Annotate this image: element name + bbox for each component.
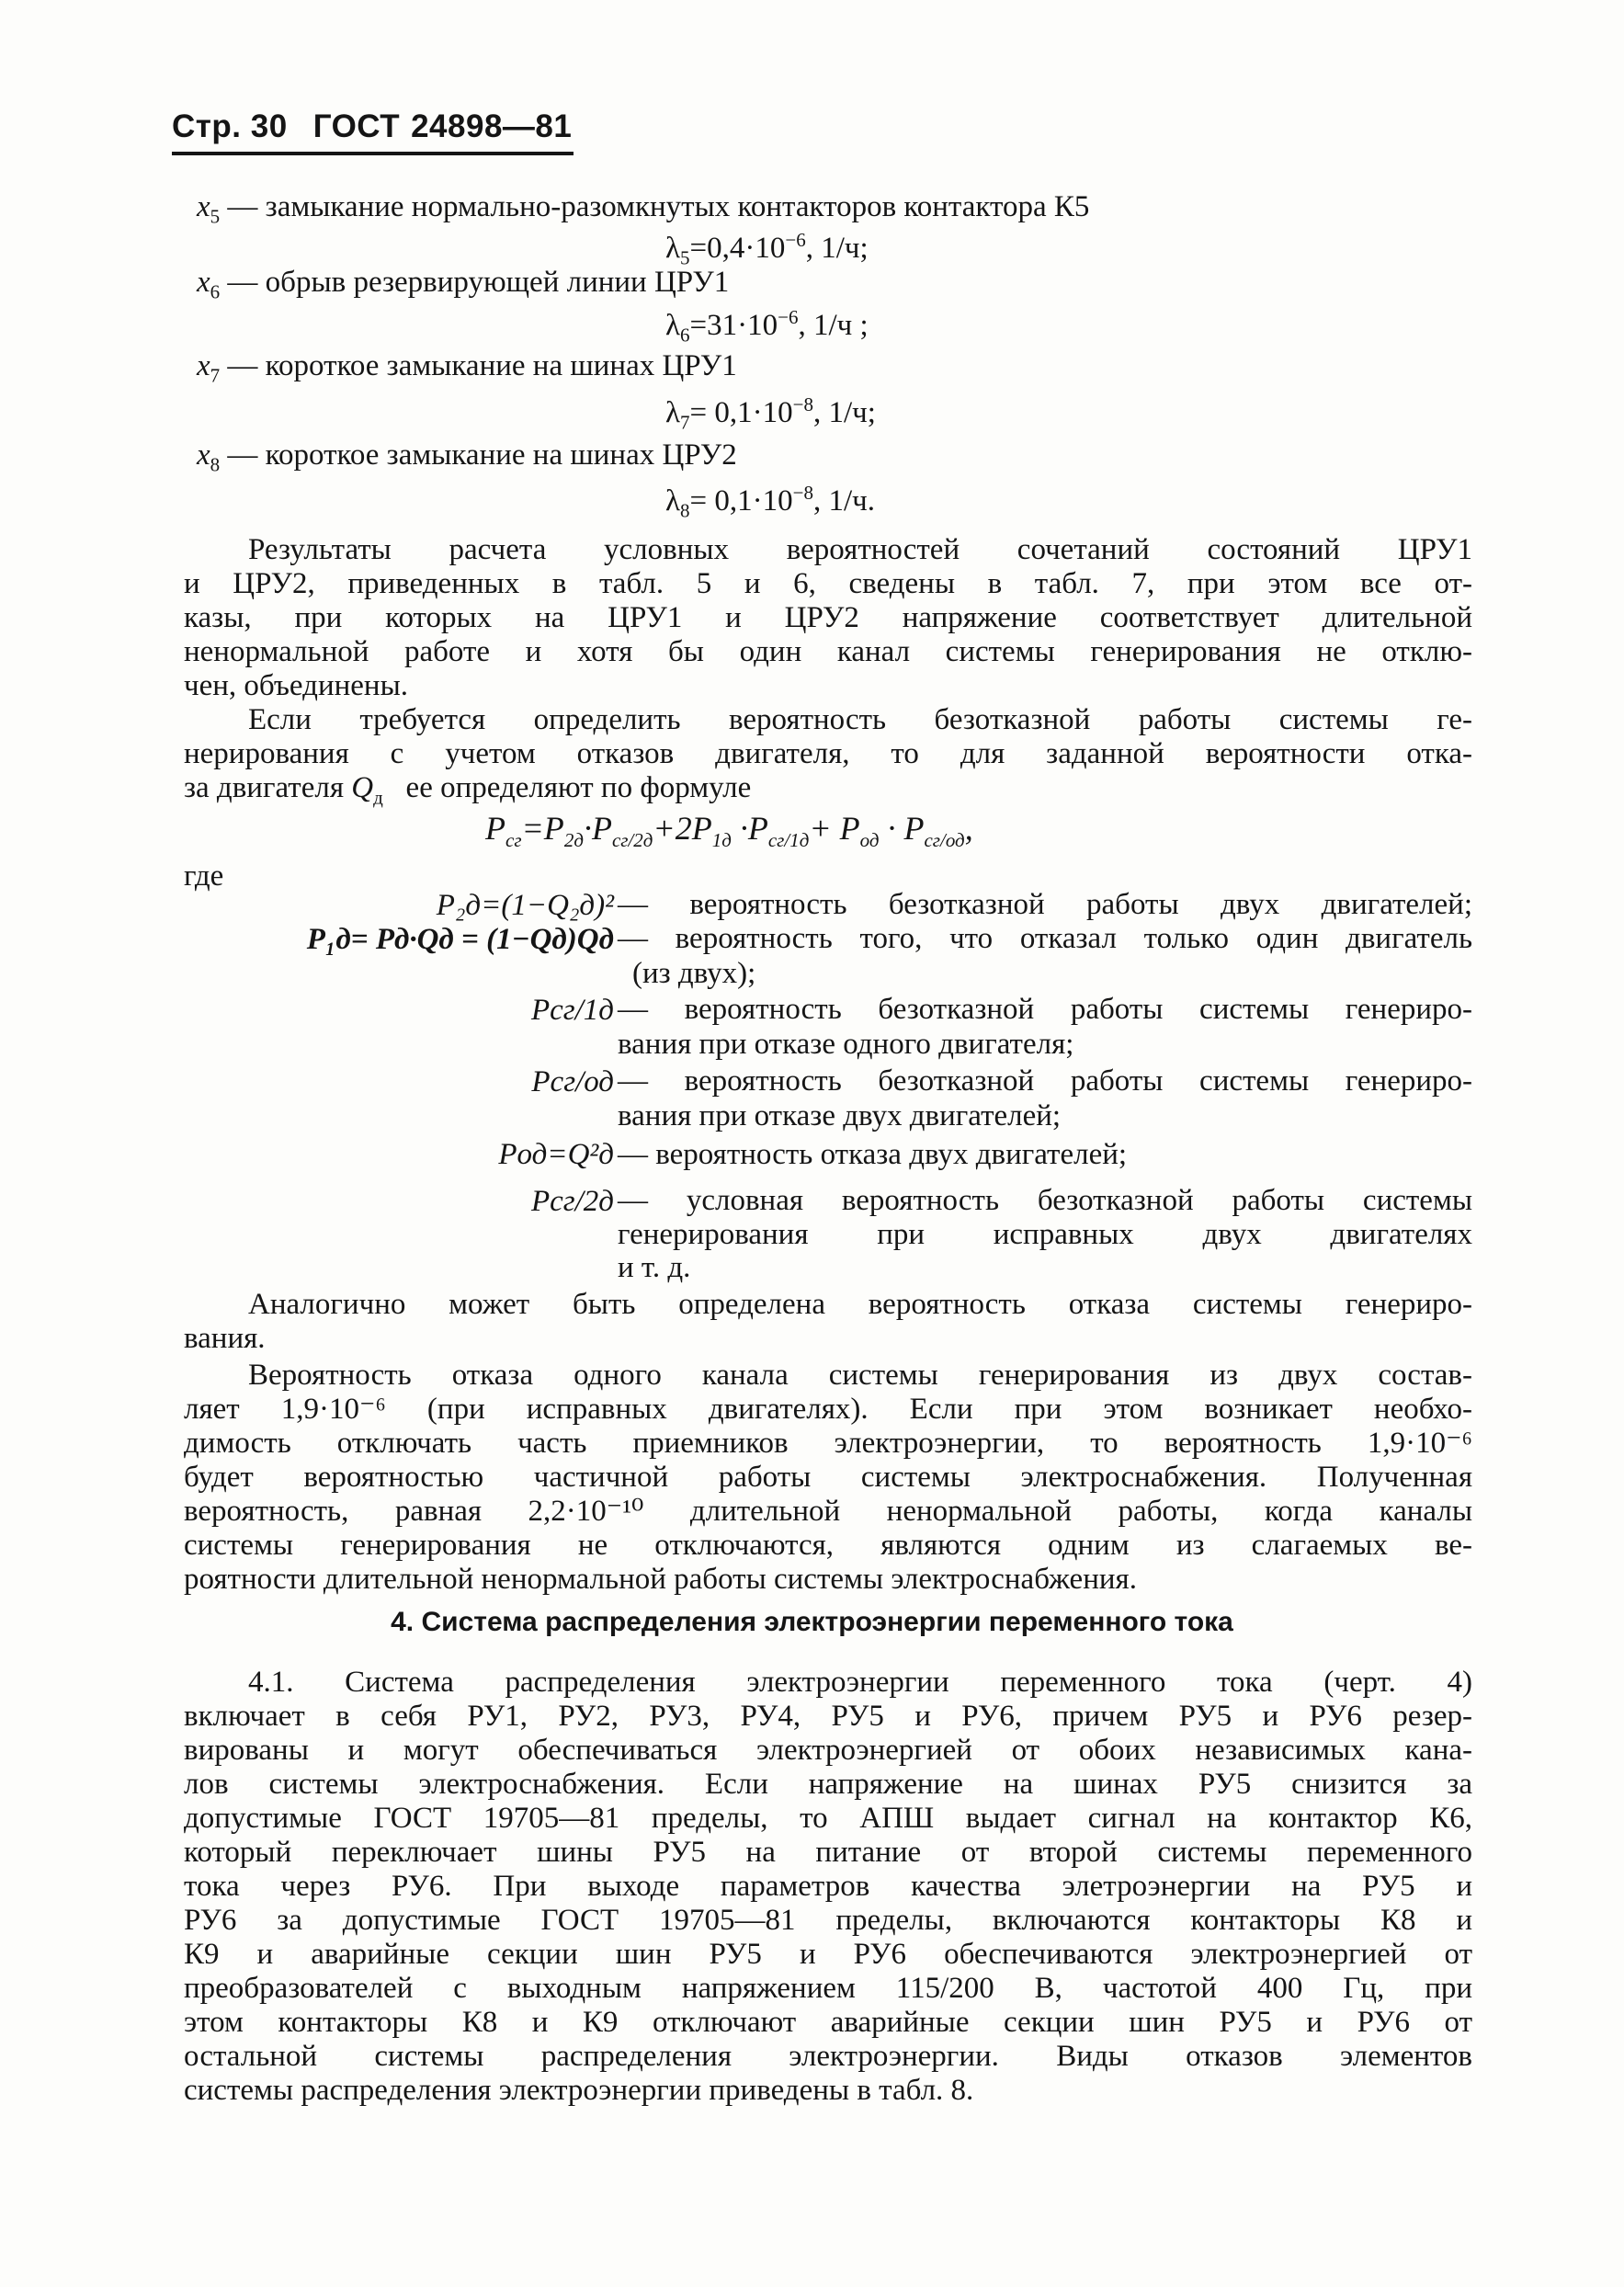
definition-x6: $x_6$ — обрыв резервирующей линии ЦРУ1: [197, 266, 730, 303]
text-line: Аналогично может быть определена вероятность отказа системы генериро-: [248, 1288, 1472, 1321]
legend-symbol: Pсг/2д: [530, 1185, 614, 1218]
text-line: К9 и аварийные секции шин РУ5 и РУ6 обеспечиваются электроэнергией от: [184, 1938, 1472, 1971]
text-line: Вероятность отказа одного канала системы генерирования из двух состав-: [248, 1359, 1472, 1392]
lambda-x6: $\lambda_6=31\cdot 10^{-6}$, 1/ч ;: [665, 306, 869, 347]
legend-symbol: Pод=Q²д: [498, 1138, 614, 1171]
text-line: вания.: [184, 1322, 266, 1355]
legend-text: (из двух);: [632, 957, 756, 990]
definition-x7: $x_7$ — короткое замыкание на шинах ЦРУ1: [197, 349, 737, 387]
lambda-x7: $\lambda_7= 0,1\cdot 10^{-8}$, 1/ч;: [665, 393, 876, 434]
legend-text: — условная вероятность безотказной работы системы: [618, 1184, 1472, 1217]
page-header: [172, 108, 572, 145]
text-line: ненормальной работе и хотя бы один канал системы генерирования не отклю-: [184, 635, 1472, 668]
text-line: роятности длительной ненормальной работы системы электроснабжения.: [184, 1563, 1137, 1596]
text-line: вированы и могут обеспечиваться электроэнергией от обоих независимых кана-: [184, 1734, 1472, 1767]
text-line: этом контакторы К8 и К9 отключают аварийные секции шин РУ5 и РУ6 от: [184, 2006, 1472, 2039]
legend-text: — вероятность безотказной работы двух двигателей;: [618, 888, 1472, 921]
text-line: нерирования с учетом отказов двигателя, то для заданной вероятности отка-: [184, 737, 1472, 770]
text-line: остальной системы распределения электроэнергии. Виды отказов элементов: [184, 2040, 1472, 2073]
definition-x5: $x_5$ — замыкание нормально-разомкнутых контакторов контактора К5: [197, 190, 1090, 228]
legend-text: вания при отказе двух двигателей;: [618, 1099, 1062, 1132]
legend-text: — вероятность отказа двух двигателей;: [618, 1138, 1128, 1171]
legend-text: генерирования при исправных двух двигателях: [618, 1218, 1472, 1251]
text-line: ляет 1,9·10⁻⁶ (при исправных двигателях). Если при этом возникает необхо-: [184, 1393, 1472, 1426]
where-label: где: [184, 859, 224, 893]
text-line: РУ6 за допустимые ГОСТ 19705—81 пределы, включаются контакторы К8 и: [184, 1904, 1472, 1937]
lambda-x5: $\lambda_5=0,4\cdot 10^{-6}$, 1/ч;: [665, 229, 869, 269]
legend-symbol: P₂д=(1−Q₂д)²: [436, 889, 614, 922]
text-line: Результаты расчета условных вероятностей сочетаний состояний ЦРУ1: [248, 533, 1472, 566]
legend-symbol: Pсг/од: [531, 1065, 614, 1098]
text-line: допустимые ГОСТ 19705—81 пределы, то АПШ выдает сигнал на контактор К6,: [184, 1802, 1472, 1835]
text-line: димость отключать часть приемников электроэнергии, то вероятность 1,9·10⁻⁶: [184, 1427, 1472, 1460]
text-line: за двигателя $Q_д$ ее определяют по формуле: [184, 771, 752, 809]
lambda-x8: $\lambda_8= 0,1\cdot 10^{-8}$, 1/ч.: [665, 482, 875, 522]
text-line: который переключает шины РУ5 на питание от второй системы переменного: [184, 1836, 1472, 1869]
text-line: 4.1. Система распределения электроэнергии переменного тока (черт. 4): [248, 1666, 1472, 1699]
text-line: системы генерирования не отключаются, являются одним из слагаемых ве-: [184, 1529, 1472, 1562]
text-line: лов системы электроснабжения. Если напряжение на шинах РУ5 снизится за: [184, 1768, 1472, 1801]
definition-x8: $x_8$ — короткое замыкание на шинах ЦРУ2: [197, 438, 737, 476]
text-line: будет вероятностью частичной работы системы электроснабжения. Полученная: [184, 1461, 1472, 1494]
legend-text: — вероятность безотказной работы системы генериро-: [618, 1064, 1472, 1098]
text-line: казы, при которых на ЦРУ1 и ЦРУ2 напряжение соответствует длительной: [184, 601, 1472, 634]
legend-symbol: Pсг/1д: [530, 994, 614, 1027]
legend-text: — вероятность безотказной работы системы генериро-: [618, 993, 1472, 1026]
standard-label: ГОСТ: [312, 108, 401, 144]
page-number: Стр. 30: [172, 108, 288, 144]
standard-number: 24898—81: [411, 108, 573, 144]
legend-symbol: P₁д= Pд·Qд = (1−Qд)Qд: [306, 923, 614, 956]
main-formula: $P_{сг}=P_{2д}\cdot P_{сг/2д}+2P_{1д} \cdot P_{сг/1д}+ P_{од} \cdot P_{сг/од}$,: [485, 810, 973, 852]
section-title: 4. Система распределения электроэнергии переменного тока: [391, 1607, 1233, 1637]
text-line: включает в себя РУ1, РУ2, РУ3, РУ4, РУ5 и РУ6, причем РУ5 и РУ6 резер-: [184, 1700, 1472, 1733]
legend-text: вания при отказе одного двигателя;: [618, 1028, 1074, 1061]
text-line: системы распределения электроэнергии приведены в табл. 8.: [184, 2074, 974, 2107]
text-line: Если требуется определить вероятность безотказной работы системы ге-: [248, 703, 1472, 736]
legend-text: и т. д.: [618, 1251, 691, 1284]
text-line: вероятность, равная 2,2·10⁻¹⁰ длительной ненормальной работы, когда каналы: [184, 1495, 1472, 1528]
legend-text: — вероятность того, что отказал только один двигатель: [618, 922, 1472, 955]
header-rule: [172, 152, 574, 155]
text-line: чен, объединены.: [184, 669, 408, 702]
text-line: и ЦРУ2, приведенных в табл. 5 и 6, сведены в табл. 7, при этом все от-: [184, 567, 1472, 600]
text-line: преобразователей с выходным напряжением 115/200 В, частотой 400 Гц, при: [184, 1972, 1472, 2005]
text-line: тока через РУ6. При выходе параметров качества элетроэнергии на РУ5 и: [184, 1870, 1472, 1903]
